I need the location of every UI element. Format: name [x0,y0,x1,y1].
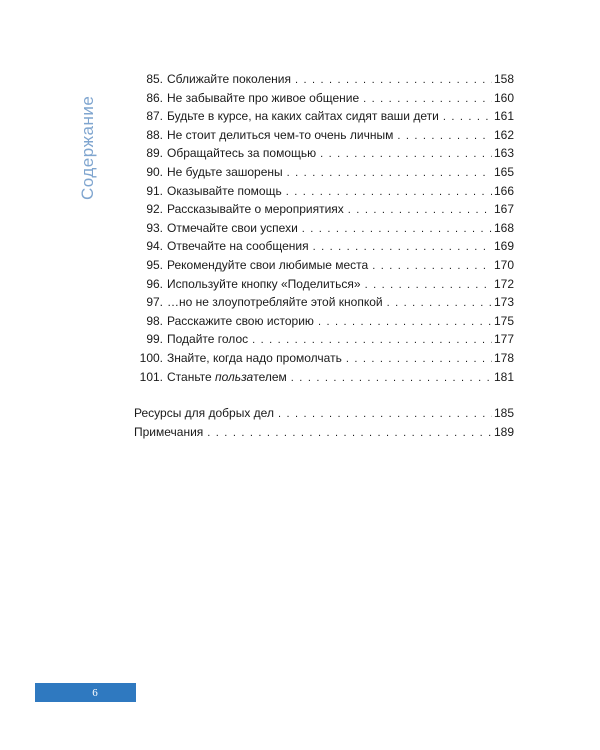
toc-entry-number: 99. [146,332,163,347]
toc-entry [134,237,514,256]
toc-entry [134,144,514,163]
dot-leader [309,238,492,257]
toc-entry-page: 158 [493,72,514,86]
dot-leader [283,164,492,183]
toc-entry-page: 173 [493,295,514,310]
toc-entry-page: 160 [493,90,514,105]
toc-entry-page: 167 [493,202,514,217]
toc-entry [134,163,514,182]
dot-leader [314,313,492,332]
section-title: Содержание [78,95,97,200]
section-gap [134,386,514,404]
toc-entry-page: 175 [493,313,514,328]
toc-entry-page: 168 [493,220,514,235]
dot-leader [203,424,492,443]
toc-entry-number: 93. [146,220,163,235]
toc-entry-number: 101. [139,369,163,384]
toc-entry-title: Знайте, когда надо промолчать [167,350,342,365]
toc-entry-title: Расскажите свою историю [167,313,314,328]
toc-entry-title: …но не злоупотребляйте этой кнопкой [167,295,383,310]
toc-entry-page: 165 [493,164,514,179]
toc-entry-number: 98. [146,313,163,328]
toc-entry-title: Примечания [134,424,204,439]
toc-entry-title: Используйте кнопку «Поделиться» [167,276,361,291]
toc-entry-page: 172 [493,276,514,291]
toc-entry-number: 95. [146,257,163,272]
toc-entry [134,200,514,219]
toc-entry-title: Подайте голос [167,332,249,347]
toc-title-part: Станьте [167,369,216,384]
toc-entry [134,89,514,108]
toc-entry-title: Оказывайте помощь [167,183,282,198]
dot-leader [393,127,492,146]
dot-leader [368,257,492,276]
toc-entry [134,182,514,201]
page-number-bar [35,683,136,702]
toc-entry-number: 86. [146,90,163,105]
toc-extra-entry [134,423,514,442]
toc-entry-number: 100. [139,350,163,365]
toc-entry-page: 162 [493,127,514,142]
dot-leader [383,294,492,313]
toc-entry-number: 87. [146,109,163,124]
toc-entry [134,70,514,89]
toc-entry-page: 166 [493,183,514,198]
dot-leader [316,145,492,164]
toc-entry-page: 178 [493,350,514,365]
toc-entry-page: 170 [493,257,514,272]
dot-leader [342,350,492,369]
toc-entry-title: Отвечайте на сообщения [167,239,309,254]
toc-entry-number: 85. [146,72,163,86]
toc-title-part: телем [253,369,287,384]
toc-entry [134,275,514,294]
toc-entry-page: 189 [493,424,514,439]
toc-entry-title: Отмечайте свои успехи [167,220,298,235]
page-number: 6 [92,687,98,699]
dot-leader [359,90,492,109]
toc-entry-title: Рекомендуйте свои любимые места [167,257,369,272]
toc-entry [134,368,514,387]
dot-leader [282,183,492,202]
toc-entry-page: 161 [493,109,514,124]
table-of-contents [134,70,514,441]
toc-entry-number: 90. [146,164,163,179]
toc-entry-title: Рассказывайте о мероприятиях [167,202,344,217]
toc-entry-number: 88. [146,127,163,142]
toc-entry-number: 89. [146,146,163,161]
dot-leader [361,276,492,295]
toc-entry-title: Обращайтесь за помощью [167,146,317,161]
toc-entry [134,330,514,349]
toc-entry-title [163,368,287,387]
toc-entry-page: 177 [493,332,514,347]
toc-entry [134,312,514,331]
toc-entry-number: 96. [146,276,163,291]
toc-entry-page: 185 [493,406,514,421]
toc-entry-title: Сближайте поколения [167,72,291,86]
toc-entry-number: 94. [146,239,163,254]
dot-leader [248,331,492,350]
toc-entry [134,107,514,126]
toc-entry [134,219,514,238]
toc-entry-number: 97. [146,295,163,310]
toc-entry [134,126,514,145]
toc-entry-page: 181 [493,369,514,384]
toc-entry [134,293,514,312]
toc-entry-number: 91. [146,183,163,198]
toc-entry [134,349,514,368]
toc-extra-entry [134,404,514,423]
toc-entry-title: Не забывайте про живое общение [167,90,360,105]
dot-leader [439,108,492,127]
dot-leader [344,201,492,220]
toc-entry-title: Не стоит делиться чем-то очень личным [167,127,394,142]
toc-title-italic-part: польза [215,369,254,384]
toc-entry-title: Не будьте зашорены [167,164,283,179]
toc-entry-page: 163 [493,146,514,161]
toc-extras-list [134,404,514,441]
toc-entry [134,256,514,275]
toc-entry-title: Будьте в курсе, на каких сайтах сидят ваши дети [167,109,439,124]
toc-list [134,70,514,386]
toc-entry-number: 92. [146,202,163,217]
toc-entry-title: Ресурсы для добрых дел [134,406,274,421]
dot-leader [274,405,492,424]
dot-leader [298,220,492,239]
dot-leader [291,71,492,90]
toc-entry-page: 169 [493,239,514,254]
dot-leader [287,369,492,388]
